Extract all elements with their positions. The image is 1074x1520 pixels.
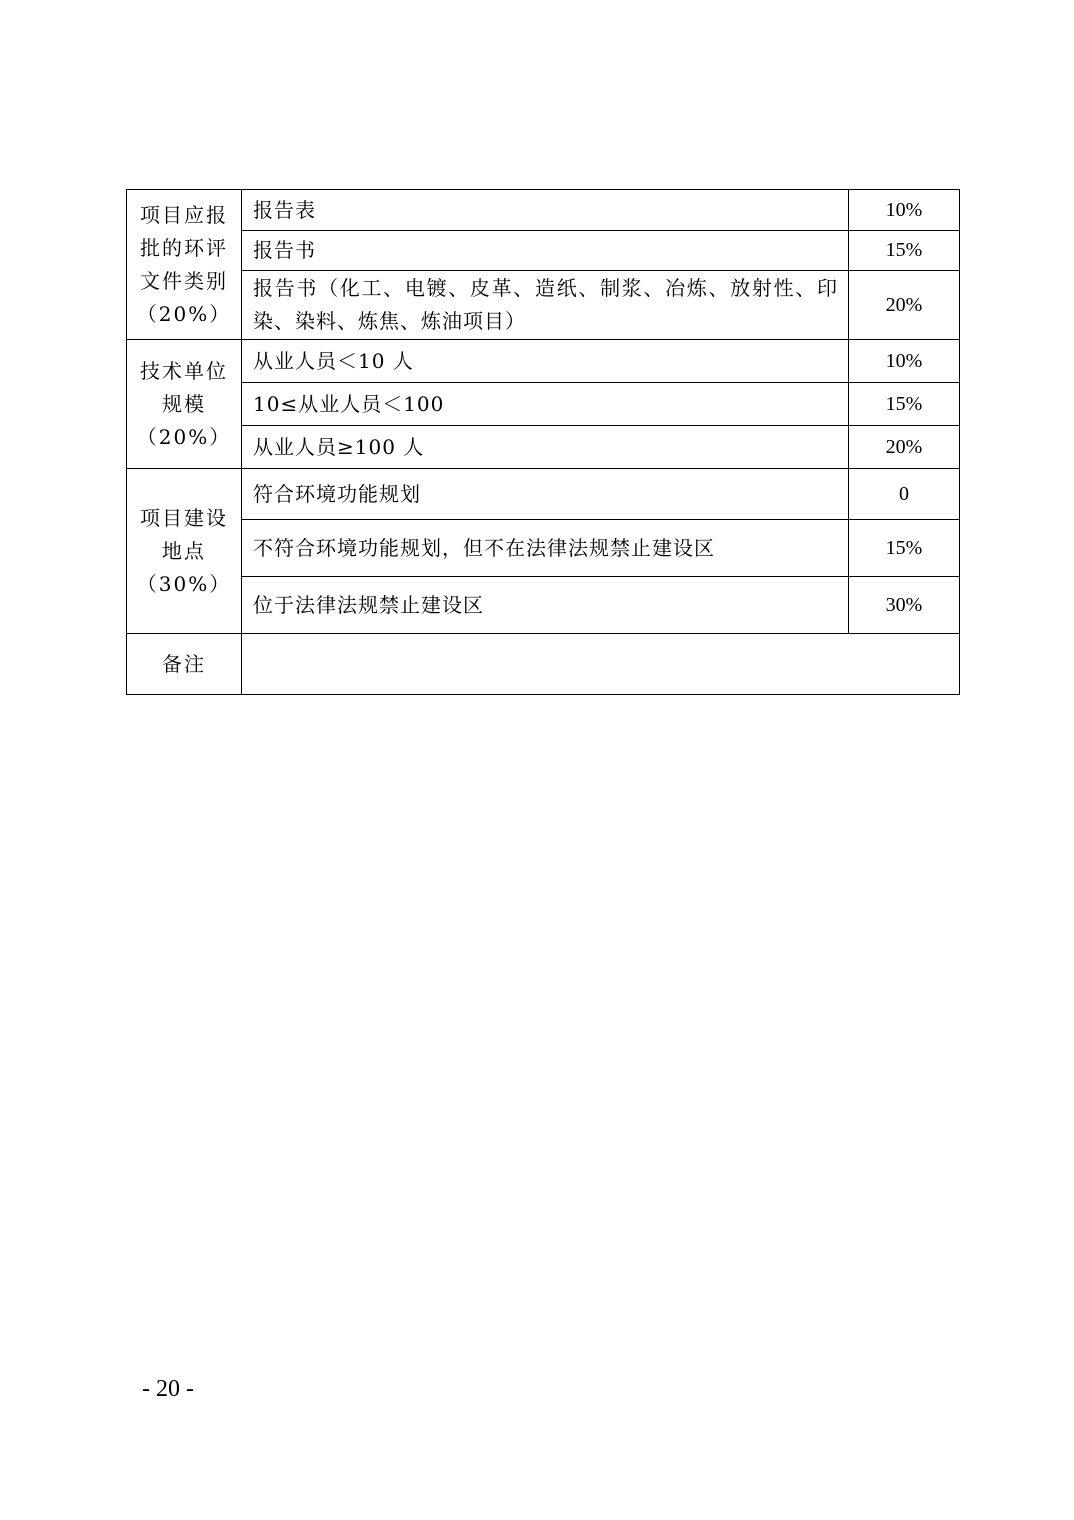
value-cell: 15% <box>849 520 960 577</box>
category-line: 项目建设 <box>140 505 228 530</box>
table-row <box>127 577 960 634</box>
value-cell: 20% <box>849 426 960 469</box>
category-line: （20%） <box>136 424 232 449</box>
table-row <box>127 340 960 383</box>
remarks-row <box>127 634 960 695</box>
condition-cell: 报告表 <box>242 190 849 231</box>
category-line: 项目应报 <box>140 202 228 227</box>
condition-cell: 报告书 <box>242 231 849 271</box>
table-row <box>127 520 960 577</box>
condition-cell: 符合环境功能规划 <box>242 469 849 520</box>
remarks-content <box>242 634 960 695</box>
table-row <box>127 271 960 340</box>
table-row <box>127 426 960 469</box>
category-cell-unit-scale <box>127 340 242 469</box>
category-line: 批的环评 <box>140 235 228 260</box>
condition-cell: 位于法律法规禁止建设区 <box>242 577 849 634</box>
category-cell-location <box>127 469 242 634</box>
condition-cell: 报告书（化工、电镀、皮革、造纸、制浆、冶炼、放射性、印染、染料、炼焦、炼油项目） <box>242 271 849 340</box>
category-line: 文件类别 <box>140 268 228 293</box>
table-row <box>127 231 960 271</box>
condition-cell: 从业人员＜10 人 <box>242 340 849 383</box>
value-cell: 20% <box>849 271 960 340</box>
category-line: 技术单位 <box>140 358 228 383</box>
value-cell: 30% <box>849 577 960 634</box>
table-row <box>127 190 960 231</box>
condition-cell: 从业人员≥100 人 <box>242 426 849 469</box>
category-line: 规模 <box>162 391 206 416</box>
category-cell-document-type <box>127 190 242 340</box>
value-cell: 10% <box>849 190 960 231</box>
condition-cell: 不符合环境功能规划，但不在法律法规禁止建设区 <box>242 520 849 577</box>
page-number: - 20 - <box>142 1376 194 1402</box>
value-cell: 0 <box>849 469 960 520</box>
condition-cell: 10≤从业人员＜100 <box>242 383 849 426</box>
category-line: 地点 <box>162 538 206 563</box>
table-row <box>127 383 960 426</box>
category-line: （20%） <box>136 301 232 326</box>
category-line: （30%） <box>136 571 232 596</box>
table-row <box>127 469 960 520</box>
value-cell: 15% <box>849 383 960 426</box>
remarks-label: 备注 <box>127 634 242 695</box>
scoring-table <box>126 189 960 695</box>
value-cell: 10% <box>849 340 960 383</box>
value-cell: 15% <box>849 231 960 271</box>
